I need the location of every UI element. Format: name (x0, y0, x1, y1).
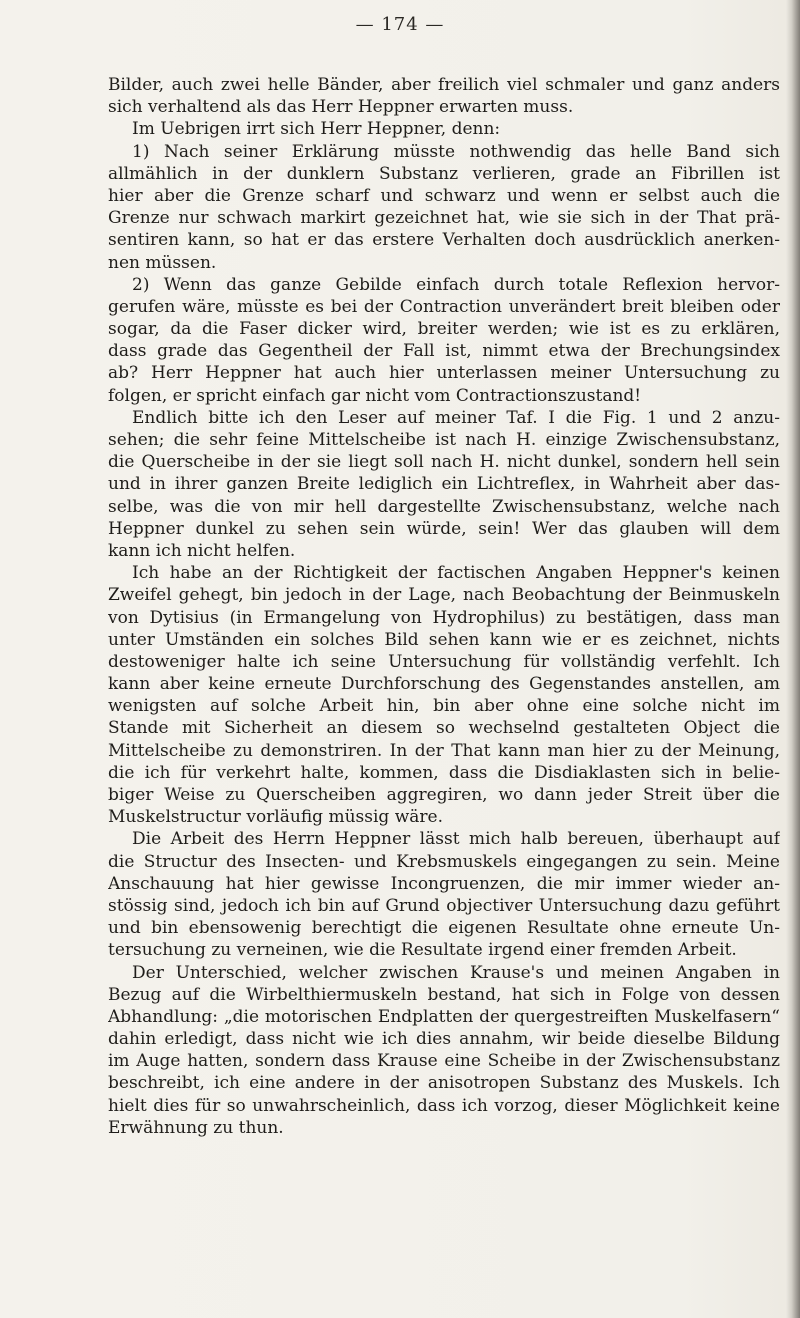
text-line: hier aber die Grenze scharf und schwarz und wenn er selbst auch die (108, 185, 780, 206)
text-line: Mittelscheibe zu demonstriren. In der That kann man hier zu der Meinung, (108, 740, 780, 761)
text-line: 2) Wenn das ganze Gebilde einfach durch totale Reflexion hervor- (132, 274, 780, 295)
text-line: folgen, er spricht einfach gar nicht vom Contractionszustand! (108, 385, 642, 406)
text-line: tersuchung zu verneinen, wie die Resultate irgend einer fremden Arbeit. (108, 940, 737, 961)
text-line: Anschauung hat hier gewisse Incongruenzen, die mir immer wieder an- (108, 873, 780, 894)
text-line: Heppner dunkel zu sehen sein würde, sein! Wer das glauben will dem (108, 518, 780, 539)
text-line: und in ihrer ganzen Breite lediglich ein Lichtreflex, in Wahrheit aber das- (108, 474, 780, 495)
page-binding-shadow (786, 0, 800, 1318)
text-line: Endlich bitte ich den Leser auf meiner Taf. I die Fig. 1 und 2 anzu- (132, 407, 780, 428)
text-line: Abhandlung: „die motorischen Endplatten der quergestreiften Muskelfasern“ (108, 1006, 780, 1027)
text-line: Grenze nur schwach markirt gezeichnet hat, wie sie sich in der That prä- (108, 208, 780, 229)
text-line: selbe, was die von mir hell dargestellte Zwischensubstanz, welche nach (108, 496, 780, 517)
text-line: sich verhaltend als das Herr Heppner erwarten muss. (108, 97, 574, 118)
text-line: Bilder, auch zwei helle Bänder, aber freilich viel schmaler und ganz anders (108, 75, 780, 95)
text-line: Muskelstructur vorläufig müssig wäre. (108, 807, 443, 828)
text-line: im Auge hatten, sondern dass Krause eine Scheibe in der Zwischensubstanz (108, 1051, 780, 1072)
text-line: Der Unterschied, welcher zwischen Krause's und meinen Angaben in (132, 962, 780, 983)
text-line: sentiren kann, so hat er das erstere Verhalten doch ausdrücklich anerken- (108, 230, 780, 251)
text-line: stössig sind, jedoch ich bin auf Grund objectiver Untersuchung dazu geführt (108, 895, 780, 916)
text-line: wenigsten auf solche Arbeit hin, bin aber ohne eine solche nicht im (108, 696, 780, 717)
text-line: dass grade das Gegentheil der Fall ist, nimmt etwa der Brechungsindex (108, 341, 780, 362)
body-text (108, 74, 780, 1139)
text-line: nen müssen. (108, 252, 217, 273)
text-line: unter Umständen ein solches Bild sehen kann wie er es zeichnet, nichts (108, 629, 780, 650)
text-line: ab? Herr Heppner hat auch hier unterlassen meiner Untersuchung zu (108, 363, 780, 384)
text-line: und bin ebensowenig berechtigt die eigenen Resultate ohne erneute Un- (108, 918, 780, 939)
text-line: sogar, da die Faser dicker wird, breiter werden; wie ist es zu erklären, (108, 319, 780, 340)
text-line: die Querscheibe in der sie liegt soll nach H. nicht dunkel, sondern hell sein (108, 452, 780, 473)
text-line: Die Arbeit des Herrn Heppner lässt mich halb bereuen, überhaupt auf (132, 829, 780, 850)
text-line: von Dytisius (in Ermangelung von Hydrophilus) zu bestätigen, dass man (108, 607, 780, 628)
page-number-header: — 174 — (355, 14, 445, 35)
text-line: 1) Nach seiner Erklärung müsste nothwendig das helle Band sich (132, 141, 780, 162)
text-line: biger Weise zu Querscheiben aggregiren, wo dann jeder Streit über die (108, 785, 780, 805)
text-line: kann ich nicht helfen. (108, 540, 296, 561)
text-line: Im Uebrigen irrt sich Herr Heppner, denn: (132, 119, 501, 140)
text-line: die ich für verkehrt halte, kommen, dass die Disdiaklasten sich in belie- (108, 762, 780, 783)
text-line: kann aber keine erneute Durchforschung des Gegenstandes anstellen, am (108, 674, 780, 695)
text-line: Ich habe an der Richtigkeit der factischen Angaben Heppner's keinen (132, 563, 780, 584)
text-line: Erwähnung zu thun. (108, 1117, 284, 1138)
text-line: destoweniger halte ich seine Untersuchung für vollständig verfehlt. Ich (108, 651, 780, 672)
text-line: Bezug auf die Wirbelthiermuskeln bestand, hat sich in Folge von dessen (108, 984, 780, 1005)
text-line: die Structur des Insecten- und Krebsmuskels eingegangen zu sein. Meine (108, 851, 780, 872)
text-line: dahin erledigt, dass nicht wie ich dies annahm, wir beide dieselbe Bildung (108, 1029, 780, 1050)
text-line: sehen; die sehr feine Mittelscheibe ist nach H. einzige Zwischensubstanz, (108, 430, 780, 450)
text-line: hielt dies für so unwahrscheinlich, dass ich vorzog, dieser Möglichkeit keine (108, 1095, 780, 1116)
text-line: gerufen wäre, müsste es bei der Contraction unverändert breit bleiben oder (108, 296, 780, 317)
text-line: allmählich in der dunklern Substanz verlieren, grade an Fibrillen ist (108, 163, 780, 184)
text-line: Stande mit Sicherheit an diesem so wechselnd gestalteten Object die (108, 718, 780, 739)
text-line: beschreibt, ich eine andere in der anisotropen Substanz des Muskels. Ich (108, 1073, 780, 1094)
text-line: Zweifel gehegt, bin jedoch in der Lage, nach Beobachtung der Beinmuskeln (108, 585, 780, 606)
